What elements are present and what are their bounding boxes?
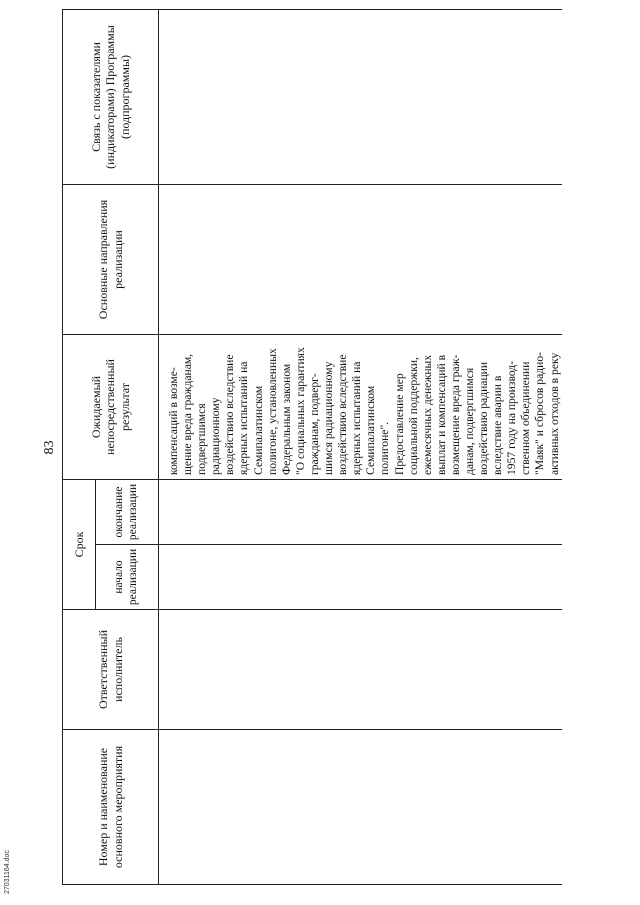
body-line: "О социальных гарантиях: [293, 347, 307, 475]
header-directions: Основные направления реализации: [63, 185, 159, 335]
header-executor: Ответственный исполнитель: [63, 610, 159, 730]
body-line: ядерных испытаний на: [237, 361, 251, 475]
program-table: [62, 9, 562, 885]
body-line: вследствие аварии в: [491, 375, 505, 475]
body-line: выплат и компенсаций в: [434, 354, 448, 475]
body-line: подвергшимся: [195, 403, 209, 475]
body-line: щение вреда гражданам,: [181, 353, 195, 475]
body-line: возмещение вреда граж-: [448, 354, 462, 475]
page-number: 83: [42, 440, 57, 455]
cell-executor: [159, 610, 562, 730]
body-line: гражданам, подверг-: [307, 373, 321, 475]
body-line: Федеральным законом: [279, 363, 293, 475]
body-line: "Маяк" и сбросов радио-: [533, 352, 547, 475]
header-term-start: начало реализации: [96, 545, 159, 610]
body-line: ядерных испытаний на: [350, 361, 364, 475]
header-result: Ожидаемый непосредственный результат: [63, 335, 159, 480]
header-indicators: Связь с показателями (индикаторами) Программы (подпрограммы): [63, 10, 159, 185]
body-line: Предоставление мер: [392, 373, 406, 475]
cell-measure: [159, 730, 562, 885]
footer-filename: 27031164.doc: [4, 850, 11, 894]
body-line: социальной поддержки,: [406, 357, 420, 475]
header-term: Срок: [63, 480, 96, 610]
body-line: активных отходов в реку: [547, 352, 561, 475]
body-line: воздействию радиации: [477, 361, 491, 475]
body-line: ежемесячных денежных: [420, 354, 434, 475]
body-line: полигоне, установленных: [265, 348, 279, 475]
body-line: компенсаций в возме-: [167, 367, 180, 475]
body-line: полигоне".: [378, 421, 392, 475]
body-line: 1957 году на производ-: [505, 360, 519, 475]
body-line: воздействию вследствие: [336, 354, 350, 475]
cell-result-text: [159, 335, 562, 480]
table-row: [159, 10, 562, 885]
cell-directions: [159, 185, 562, 335]
rotated-page: [40, 10, 610, 885]
body-line: радиационному: [209, 397, 223, 475]
body-line: воздействию вследствие: [223, 354, 237, 475]
cell-indicators: [159, 10, 562, 185]
body-line: Семипалатинском: [364, 385, 378, 475]
cell-term-start: [159, 545, 562, 610]
header-term-end: окончание реализации: [96, 480, 159, 545]
cell-term-end: [159, 480, 562, 545]
body-line: шимся радиационному: [322, 361, 336, 475]
header-measure: Номер и наименование основного мероприятия: [63, 730, 159, 885]
body-line: данам, подвергшимся: [462, 367, 476, 475]
body-line: Семипалатинском: [251, 385, 265, 475]
body-line: ственном объединении: [519, 361, 533, 475]
